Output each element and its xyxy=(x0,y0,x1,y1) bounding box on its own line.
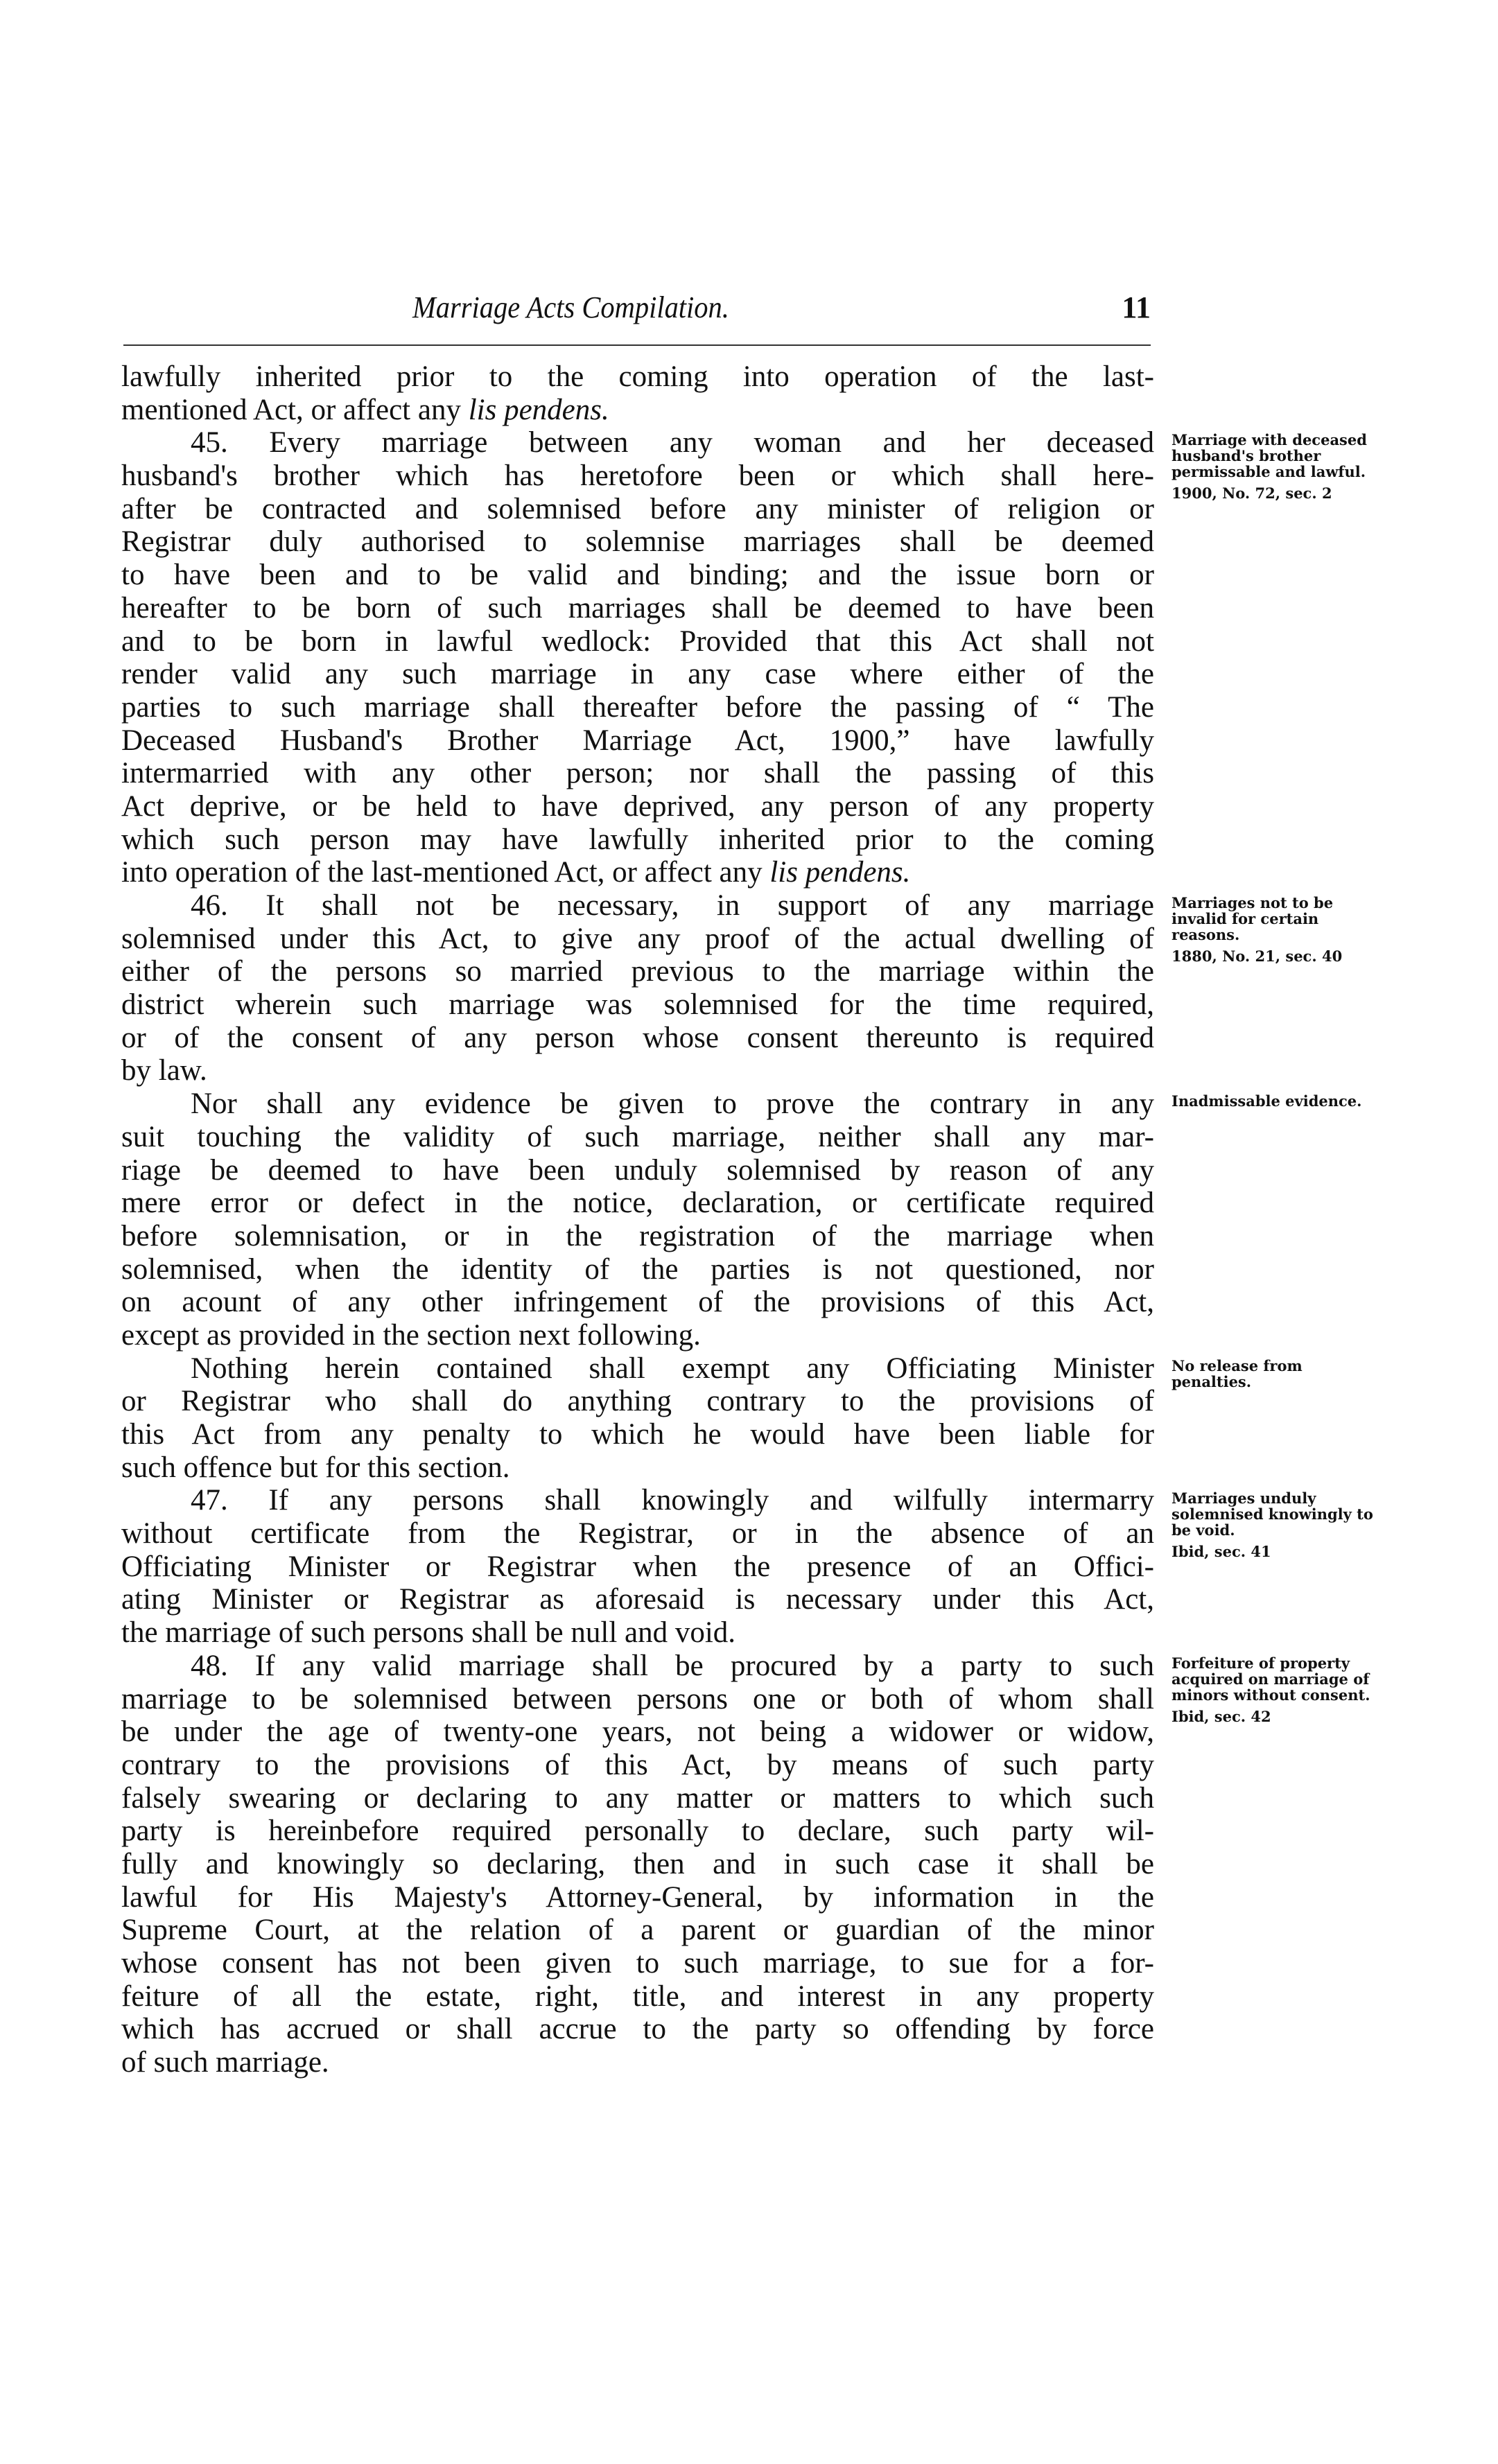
text-line xyxy=(121,559,1154,592)
margin-citation: 1880, No. 21, sec. 40 xyxy=(1172,947,1343,965)
text-line xyxy=(121,757,1154,790)
text-line xyxy=(121,360,1154,394)
text-line xyxy=(121,856,1154,889)
margin-citation: 1900, No. 72, sec. 2 xyxy=(1172,484,1332,503)
text-line xyxy=(121,955,1154,988)
line-text: whose consent has not been given to such marriage, to sue for a for- xyxy=(121,1947,1154,1980)
line-text: into operation of the last-mentioned Act, or affect any xyxy=(121,856,770,889)
line-text: or Registrar who shall do anything contrary to the provisions of xyxy=(121,1385,1154,1418)
line-text: intermarried with any other person; nor shall the passing of this xyxy=(121,757,1154,790)
text-line xyxy=(121,1220,1154,1253)
text-line xyxy=(121,1385,1154,1418)
text-line xyxy=(121,592,1154,625)
margin-note xyxy=(1172,1490,1379,1559)
line-text: to have been and to be valid and binding; and the issue born or xyxy=(121,559,1154,592)
line-text: suit touching the validity of such marriage, neither shall any mar- xyxy=(121,1120,1154,1153)
text-line xyxy=(121,1848,1154,1881)
margin-note xyxy=(1172,895,1379,964)
line-text: Nor shall any evidence be given to prove the contrary in any xyxy=(191,1087,1154,1121)
margin-note xyxy=(1172,1358,1379,1390)
header-rule xyxy=(123,344,1151,346)
line-text: mentioned Act, or affect any xyxy=(121,393,469,426)
line-text: 47. If any persons shall knowingly and wilfully intermarry xyxy=(191,1484,1154,1517)
italic-phrase: lis pendens. xyxy=(468,393,609,426)
text-line xyxy=(121,1319,1154,1352)
text-line xyxy=(121,1947,1154,1980)
text-line xyxy=(121,988,1154,1022)
line-text: party is hereinbefore required personally to declare, such party wil- xyxy=(121,1815,1154,1848)
line-text: Deceased Husband's Brother Marriage Act, 1900,” have lawfully xyxy=(121,724,1154,757)
text-line xyxy=(121,889,1154,923)
text-line xyxy=(121,1650,1154,1683)
line-text: Officiating Minister or Registrar when the presence of an Offici- xyxy=(121,1550,1154,1583)
text-line xyxy=(121,394,1154,427)
margin-citation: Ibid, sec. 42 xyxy=(1172,1708,1271,1726)
text-line xyxy=(121,1286,1154,1319)
text-line xyxy=(121,1715,1154,1749)
text-line xyxy=(121,1683,1154,1716)
text-line xyxy=(121,1815,1154,1848)
line-text: Supreme Court, at the relation of a parent or guardian of the minor xyxy=(121,1914,1154,1947)
line-text: without certificate from the Registrar, or in the absence of an xyxy=(121,1517,1154,1550)
text-line xyxy=(121,1583,1154,1616)
margin-note-text: Forfeiture of property acquired on marriage of minors without consent. xyxy=(1172,1654,1370,1704)
text-line xyxy=(121,1881,1154,1914)
line-text: by law. xyxy=(121,1054,207,1087)
line-text: hereafter to be born of such marriages shall be deemed to have been xyxy=(121,591,1154,624)
text-line xyxy=(121,1022,1154,1055)
body-text xyxy=(121,360,1154,2079)
text-line xyxy=(121,1253,1154,1286)
margin-note xyxy=(1172,432,1379,501)
line-text: 46. It shall not be necessary, in support of any marriage xyxy=(191,889,1154,922)
line-text: after be contracted and solemnised before any minister of religion or xyxy=(121,492,1154,525)
text-line xyxy=(121,2046,1154,2079)
line-text: solemnised under this Act, to give any proof of the actual dwelling of xyxy=(121,922,1154,955)
margin-note-text: Marriage with deceased husband's brother permissable and lawful. xyxy=(1172,431,1367,481)
line-text: Nothing herein contained shall exempt any Officiating Minister xyxy=(191,1352,1154,1385)
line-text: the marriage of such persons shall be null and void. xyxy=(121,1616,736,1650)
text-line xyxy=(121,790,1154,823)
text-line xyxy=(121,1087,1154,1121)
line-text: feiture of all the estate, right, title, and interest in any property xyxy=(121,1980,1154,2013)
line-text: or of the consent of any person whose consent thereunto is required xyxy=(121,1021,1154,1054)
line-text: riage be deemed to have been unduly solemnised by reason of any xyxy=(121,1153,1154,1187)
margin-note-text: Marriages not to be invalid for certain reasons. xyxy=(1172,894,1334,944)
text-line xyxy=(121,1914,1154,1947)
running-head xyxy=(121,290,1151,331)
line-text: parties to such marriage shall thereafter before the passing of “ The xyxy=(121,690,1154,724)
page-number: 11 xyxy=(1122,290,1151,324)
line-text: lawful for His Majesty's Attorney-General, by information in the xyxy=(121,1880,1154,1914)
text-line xyxy=(121,1352,1154,1386)
text-line xyxy=(121,625,1154,658)
line-text: 48. If any valid marriage shall be procured by a party to such xyxy=(191,1649,1154,1682)
line-text: marriage to be solemnised between persons one or both of whom shall xyxy=(121,1682,1154,1715)
line-text: husband's brother which has heretofore been or which shall here- xyxy=(121,460,1154,493)
text-line xyxy=(121,1484,1154,1517)
line-text: which such person may have lawfully inherited prior to the coming xyxy=(121,823,1154,856)
text-line xyxy=(121,1782,1154,1815)
text-line xyxy=(121,493,1154,526)
text-line xyxy=(121,1749,1154,1782)
line-text: on acount of any other infringement of the provisions of this Act, xyxy=(121,1286,1154,1319)
text-line xyxy=(121,1517,1154,1550)
text-line xyxy=(121,923,1154,956)
line-text: Act deprive, or be held to have deprived, any person of any property xyxy=(121,789,1154,823)
text-line xyxy=(121,2013,1154,2046)
line-text: this Act from any penalty to which he would have been liable for xyxy=(121,1418,1154,1451)
margin-note-text: Marriages unduly solemnised knowingly to be void. xyxy=(1172,1489,1373,1539)
line-text: mere error or defect in the notice, declaration, or certificate required xyxy=(121,1187,1154,1220)
line-text: either of the persons so married previous to the marriage within the xyxy=(121,955,1154,988)
text-line xyxy=(121,1154,1154,1187)
line-text: such offence but for this section. xyxy=(121,1451,510,1484)
text-line xyxy=(121,691,1154,724)
line-text: solemnised, when the identity of the parties is not questioned, nor xyxy=(121,1252,1154,1286)
text-line xyxy=(121,1054,1154,1087)
text-line xyxy=(121,1451,1154,1485)
text-line xyxy=(121,1550,1154,1584)
line-text: lawfully inherited prior to the coming into operation of the last- xyxy=(121,360,1154,393)
line-text: falsely swearing or declaring to any matter or matters to which such xyxy=(121,1781,1154,1815)
line-text: which has accrued or shall accrue to the party so offending by force xyxy=(121,2013,1154,2046)
line-text: 45. Every marriage between any woman and her deceased xyxy=(191,426,1154,460)
margin-note xyxy=(1172,1655,1379,1724)
margin-note xyxy=(1172,1093,1379,1109)
text-line xyxy=(121,1616,1154,1650)
text-line xyxy=(121,1980,1154,2013)
text-line xyxy=(121,426,1154,460)
margin-citation: Ibid, sec. 41 xyxy=(1172,1542,1271,1560)
text-line xyxy=(121,1121,1154,1154)
line-text: Registrar duly authorised to solemnise marriages shall be deemed xyxy=(121,525,1154,559)
line-text: except as provided in the section next following. xyxy=(121,1318,701,1352)
text-line xyxy=(121,460,1154,493)
line-text: fully and knowingly so declaring, then and in such case it shall be xyxy=(121,1847,1154,1880)
line-text: be under the age of twenty-one years, not being a widower or widow, xyxy=(121,1715,1154,1749)
text-line xyxy=(121,658,1154,691)
line-text: before solemnisation, or in the registration of the marriage when xyxy=(121,1219,1154,1252)
margin-note-text: Inadmissable evidence. xyxy=(1172,1092,1362,1110)
text-line xyxy=(121,724,1154,758)
line-text: district wherein such marriage was solemnised for the time required, xyxy=(121,988,1154,1022)
running-title: Marriage Acts Compilation. xyxy=(412,290,729,324)
line-text: and to be born in lawful wedlock: Provided that this Act shall not xyxy=(121,624,1154,658)
text-line xyxy=(121,525,1154,559)
italic-phrase: lis pendens. xyxy=(769,856,911,889)
text-line xyxy=(121,1187,1154,1220)
line-text: ating Minister or Registrar as aforesaid is necessary under this Act, xyxy=(121,1583,1154,1616)
text-line xyxy=(121,1418,1154,1451)
line-text: of such marriage. xyxy=(121,2046,329,2079)
line-text: contrary to the provisions of this Act, by means of such party xyxy=(121,1748,1154,1781)
text-line xyxy=(121,823,1154,857)
line-text: render valid any such marriage in any case where either of the xyxy=(121,658,1154,691)
margin-note-text: No release from penalties. xyxy=(1172,1357,1303,1390)
